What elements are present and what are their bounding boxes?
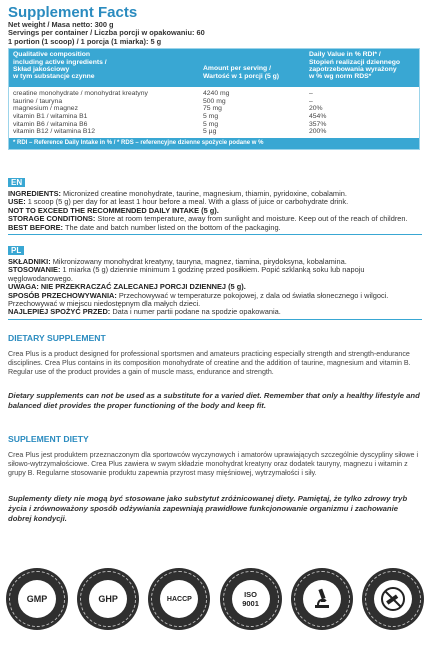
facts-meta-net-weight: Net weight / Masa netto: 300 g [8,20,114,29]
no-syringe-icon [380,586,406,612]
stosowanie-line: STOSOWANIE: 1 miarka (5 g) dziennie minimum 1 godzinę przed posiłkiem. Popić szklanką soku lub napoju węglowodanowego. [8,265,365,283]
doping-free-badge-icon [362,568,424,630]
warning-line: NOT TO EXCEED THE RECOMMENDED DAILY INTAKE (5 g). [8,205,219,215]
lang-tag-pl: PL [8,246,24,255]
suplement-diety-body: Crea Plus jest produktem przeznaczonym dla sportowców wyczynowych i amatorów uprawiających szczególnie dyscypliny siłowe i siłowo-wytrzymałościowe. Crea Plus zawiera w swym składzie monohydrat kreatyny oraz dodatek tauryny, magnezu i witamin z grupy B. Regularne stosowanie produktu zapewnia przyrost masy mięśniowej, wytrzymałości i siły. [8,451,419,477]
row-amount: 75 mg [203,105,222,113]
header-amount: Amount per serving / Wartość w 1 porcji (5 g) [203,65,280,80]
iso-badge-icon: ISO 9001 [220,568,282,630]
row-dv: – [309,97,313,105]
best-before-line: BEST BEFORE: The date and batch number listed on the bottom of the packaging. [8,222,281,232]
microscope-icon [310,587,334,611]
row-amount: 5 mg [203,113,219,120]
dietary-supplement-body: Crea Plus is a product designed for professional sportsmen and amateurs practicing especially strength and strength-endurance disciplines. Crea Plus contains in its composition monohydrate of creatine and the addition of taurine, magnesium and vitamin B. Regular use of the product provides a gain of muscle mass, endurance and strength. [8,350,411,376]
certification-badges [6,568,424,634]
facts-footnote: * RDI – Reference Daily Intake in % / * RDS – referencyjne dzienne spożycie podane w % [9,138,419,149]
row-dv: 357% [309,120,327,128]
table-row [9,105,419,113]
row-amount: 500 mg [203,97,226,105]
english-instructions [8,172,422,235]
row-dv: 20% [309,105,323,113]
ghp-badge-icon: GHP [77,568,139,630]
table-row [9,98,419,106]
suplement-diety-warning: Suplementy diety nie mogą być stosowane jako substytut zróżnicowanej diety. Pamiętaj, że tylko zdrowy tryb życia i zrównoważony sposób odżywiania zapewniają prawidłowe funkcjonowanie organizmu i zachowanie dobrej kondycji. [8,494,408,523]
facts-table-body [9,87,419,138]
lang-tag-en: EN [8,178,25,187]
gmp-badge-icon: GMP [6,568,68,630]
row-dv: – [309,90,313,98]
header-composition: Qualitative composition including active ingredients / Skład jakościowy w tym substancje czynne [13,51,107,81]
row-name: creatine monohydrate / monohydrat kreatyny [13,90,148,98]
polish-instructions [8,240,422,320]
suplement-diety-title: SUPLEMENT DIETY [8,434,89,444]
row-name: magnesium / magnez [13,105,78,113]
tested-lab-badge-icon [291,568,353,630]
facts-meta-portion: 1 portion (1 scoop) / 1 porcja (1 miarka): 5 g [8,36,162,46]
facts-title: Supplement Facts [8,4,138,21]
row-amount: 5 mg [203,120,219,128]
ingredients-line: INGREDIENTS: Micronized creatine monohydrate, taurine, magnesium, thiamin, pyridoxine, cobalamin. [8,189,347,198]
facts-meta-servings: Servings per container / Liczba porcji w opakowaniu: 60 [8,28,205,38]
row-dv: 200% [309,128,327,136]
storage-line: STORAGE CONDITIONS: Store at room temperature, away from sunlight and moisture. Keep out of the reach of children. [8,214,408,224]
row-amount: 4240 mg [203,90,230,98]
sposob-line: SPOSÓB PRZECHOWYWANIA: Przechowywać w temperaturze pokojowej, z dala od światła słonecznego i wilgoci. Przechowywać w miejscu niedostępnym dla małych dzieci. [8,290,389,309]
skladniki-line: SKŁADNIKI: Mikronizowany monohydrat kreatyny, tauryna, magnez, tiamina, pirydoksyna, kobalamina. [8,257,347,266]
row-amount: 5 µg [203,128,217,136]
facts-table-header [9,49,419,87]
table-row [9,128,419,136]
row-name: vitamin B6 / witamina B6 [13,120,88,128]
table-row [9,90,419,98]
row-name: vitamin B1 / witamina B1 [13,113,88,120]
facts-table [8,48,420,150]
table-row [9,121,419,129]
dietary-supplement-title: DIETARY SUPPLEMENT [8,333,106,343]
supplement-facts [8,4,420,150]
header-daily-value: Daily Value in % RDI* / Stopień realizacji dziennego zapotrzebowania wyrażony w % wg norm RDS* [309,51,401,81]
divider [8,234,422,235]
haccp-badge-icon: HACCP [148,568,210,630]
uwaga-line: UWAGA: NIE PRZEKRACZAĆ ZALECANEJ PORCJI DZIENNEJ (5 g). [8,282,246,292]
use-line: USE: 1 scoop (5 g) per day for at least 1 hour before a meal. With a glass of juice or carbohydrate drink. [8,197,349,207]
table-row [9,113,419,121]
dietary-supplement-warning: Dietary supplements can not be used as a substitute for a varied diet. Remember that only a healthy lifestyle and balanced diet provides the proper functioning of the body and keep fit. [8,391,420,410]
divider [8,319,422,320]
row-name: taurine / tauryna [13,97,63,105]
najlepiej-line: NAJLEPIEJ SPOŻYĆ PRZED: Data i numer partii podane na spodzie opakowania. [8,307,281,317]
row-dv: 454% [309,113,327,120]
row-name: vitamin B12 / witamina B12 [13,128,95,136]
